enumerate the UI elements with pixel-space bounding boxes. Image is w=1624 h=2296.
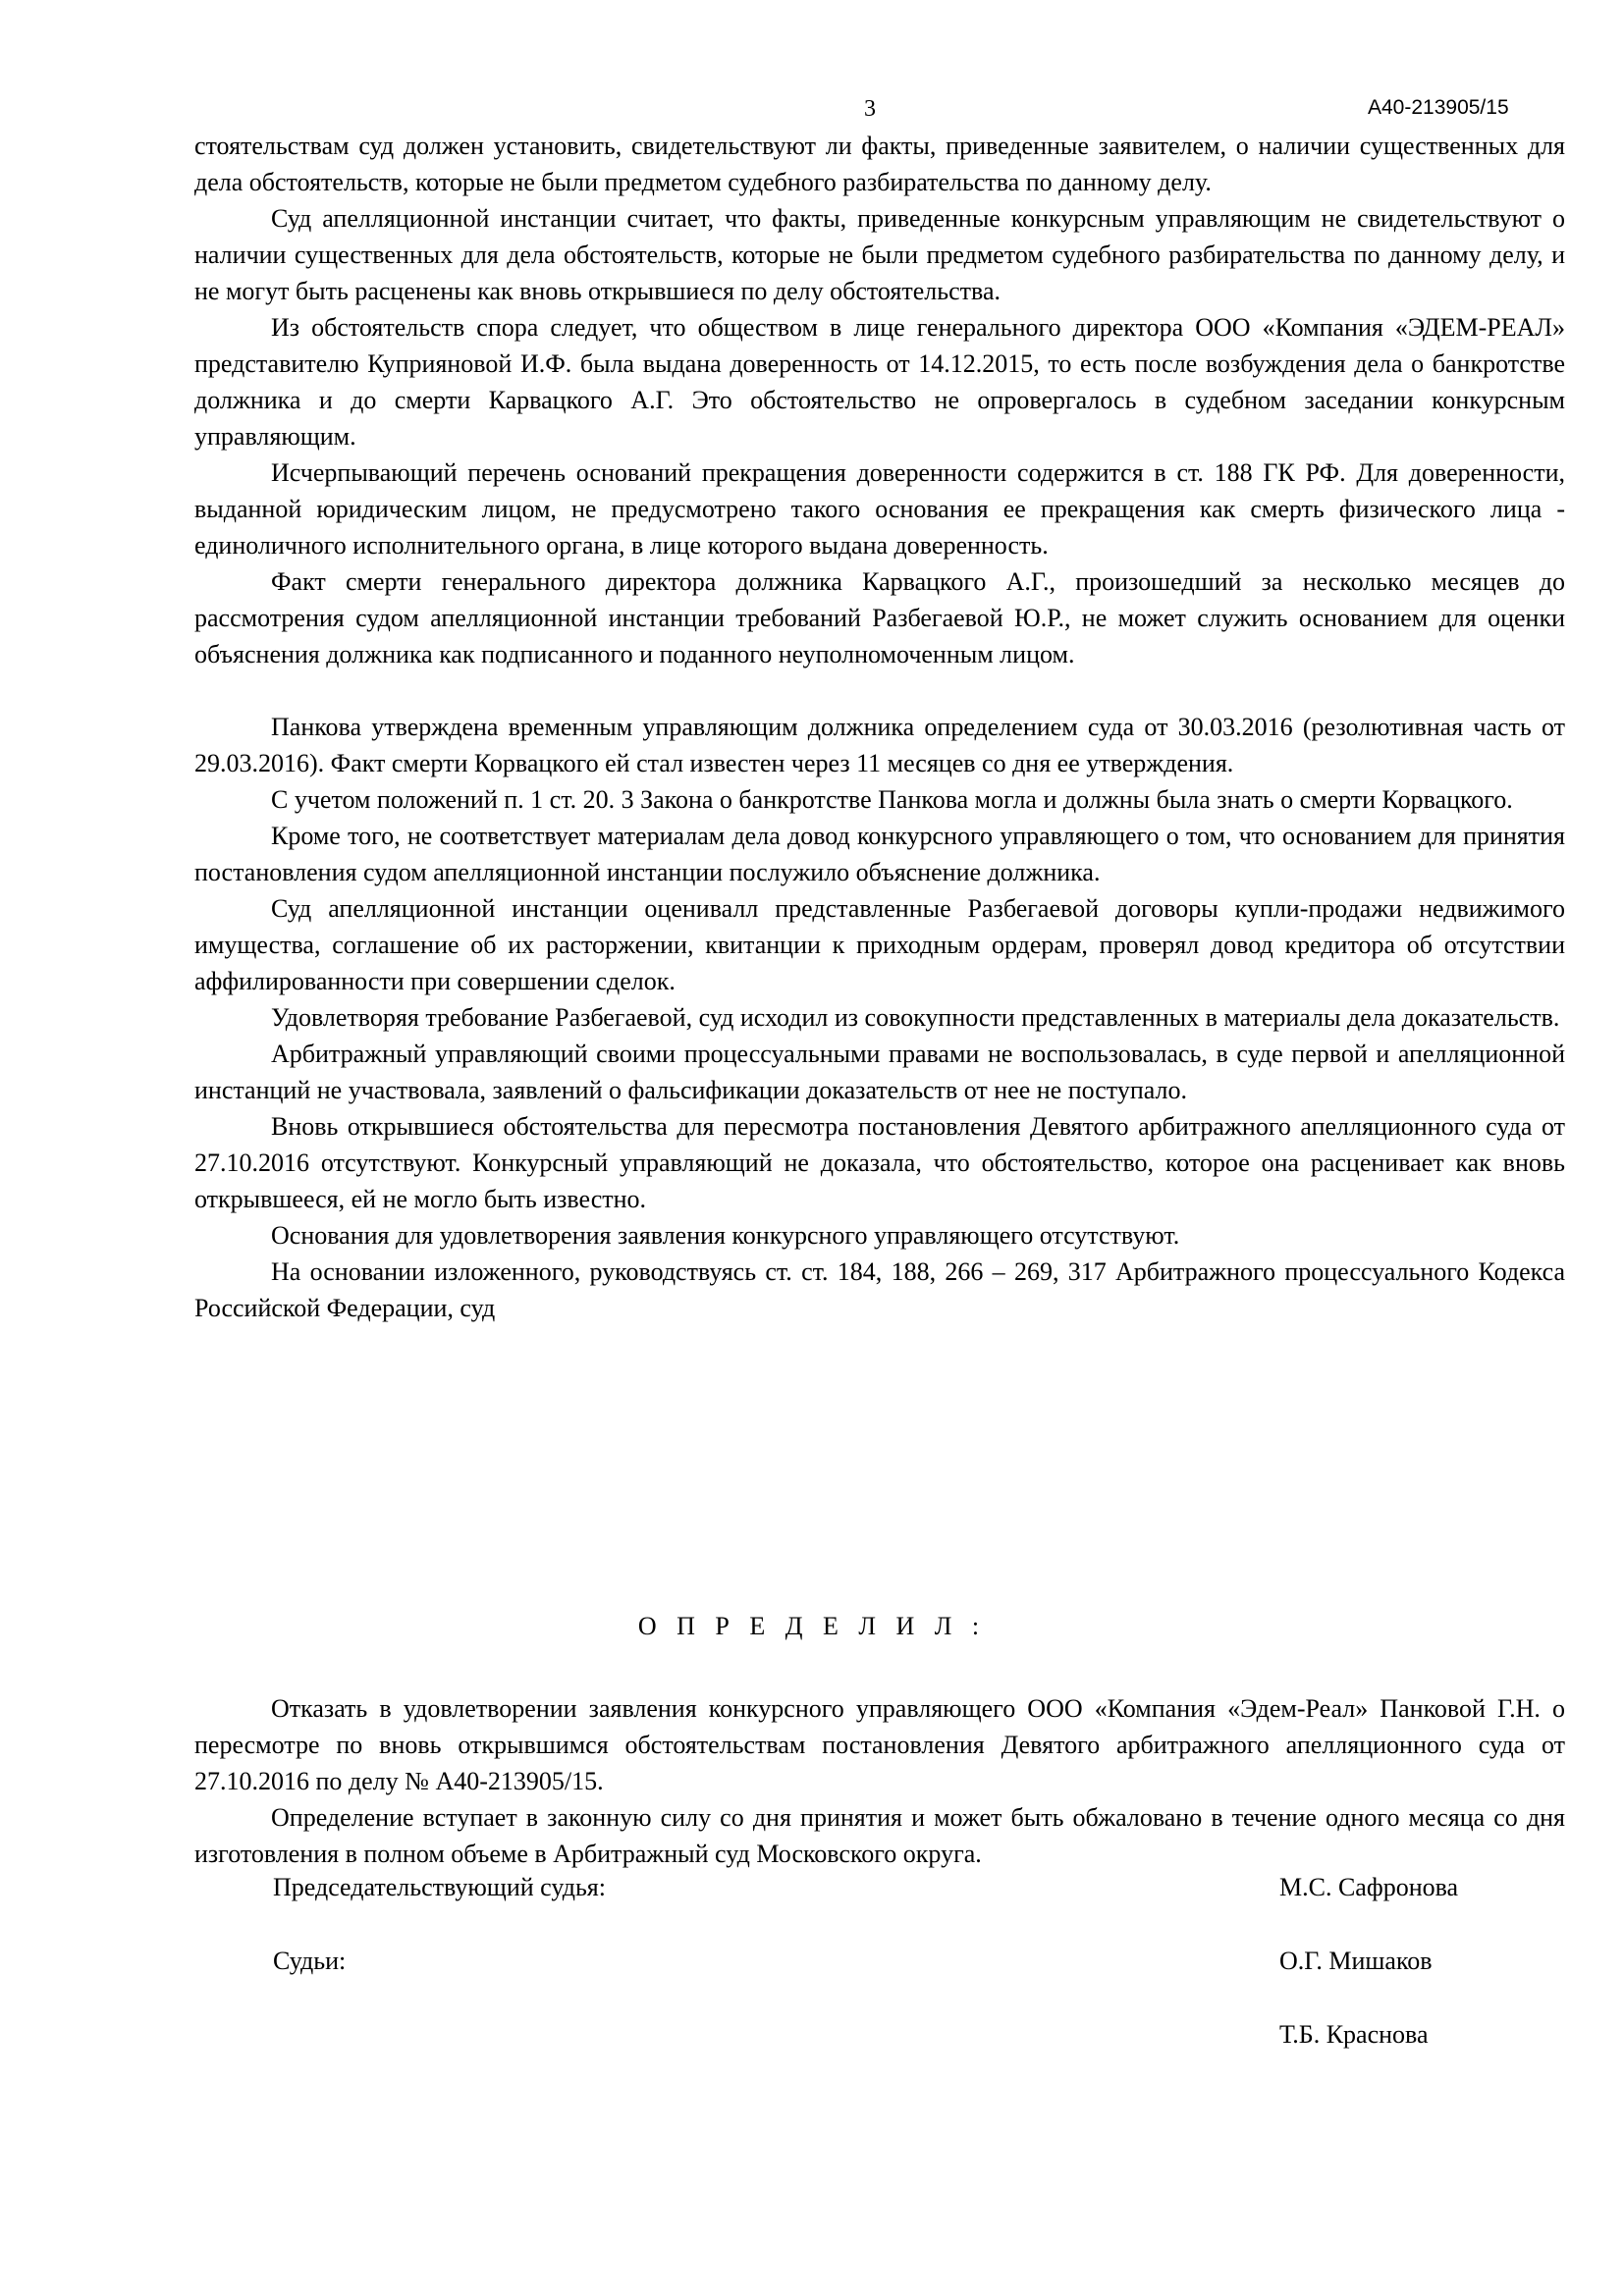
paragraph: стоятельствам суд должен установить, свидетельствуют ли факты, приведенные заявителем, о наличии существенных для дела обстоятельств, которые не были предметом судебного разбирательства по данному делу. bbox=[194, 132, 1565, 196]
paragraph: Основания для удовлетворения заявления конкурсного управляющего отсутствуют. bbox=[271, 1221, 1180, 1250]
document-body bbox=[194, 128, 1565, 1326]
judges-row bbox=[273, 1947, 1490, 1983]
presiding-judge-row bbox=[273, 1873, 1490, 1909]
decision-paragraph: Определение вступает в законную силу со дня принятия и может быть обжаловано в течение одного месяца со дня изготовления в полном объеме в Арбитражный суд Московского округа. bbox=[194, 1803, 1565, 1868]
judges-label: Судьи: bbox=[273, 1947, 347, 1975]
paragraph: Вновь открывшиеся обстоятельства для пересмотра постановления Девятого арбитражного апелляционного суда от 27.10.2016 отсутствуют. Конкурсный управляющий не доказала, что обстоятельство, которое она расценивает как вновь открывшееся, ей не могло быть известно. bbox=[194, 1112, 1565, 1213]
paragraph: Панкова утверждена временным управляющим должника определением суда от 30.03.2016 (резолютивная часть от 29.03.2016). Факт смерти Корвацкого ей стал известен через 11 месяцев со дня ее утверждения. bbox=[194, 713, 1565, 777]
presiding-judge-label: Председательствующий судья: bbox=[273, 1873, 606, 1901]
decision-section bbox=[194, 1690, 1565, 1872]
paragraph: С учетом положений п. 1 ст. 20. 3 Закона о банкротстве Панкова могла и должны была знать о смерти Корвацкого. bbox=[271, 785, 1513, 814]
paragraph: Суд апелляционной инстанции оценивалл представленные Разбегаевой договоры купли-продажи недвижимого имущества, соглашение об их расторжении, квитанции к приходным ордерам, проверял довод кредитора об отсутствии аффилированности при совершении сделок. bbox=[194, 894, 1565, 995]
paragraph: Арбитражный управляющий своими процессуальными правами не воспользовалась, в суде первой и апелляционной инстанций не участвовала, заявлений о фальсификации доказательств от нее не поступало. bbox=[194, 1040, 1565, 1104]
paragraph: На основании изложенного, руководствуясь ст. ст. 184, 188, 266 – 269, 317 Арбитражного процессуального Кодекса Российской Федерации, суд bbox=[194, 1257, 1565, 1322]
judge-row bbox=[273, 2020, 1490, 2056]
judge-name: О.Г. Мишаков bbox=[1279, 1947, 1433, 1975]
presiding-judge-name: М.С. Сафронова bbox=[1279, 1873, 1459, 1901]
case-number: А40-213905/15 bbox=[1368, 96, 1509, 119]
judge-name: Т.Б. Краснова bbox=[1279, 2020, 1429, 2049]
blank-line bbox=[194, 672, 1565, 709]
paragraph: Из обстоятельств спора следует, что обществом в лице генерального директора ООО «Компания «ЭДЕМ-РЕАЛ» представителю Куприяновой И.Ф. была выдана доверенность от 14.12.2015, то есть после возбуждения дела о банкротстве должника и до смерти Карвацкого А.Г. Это обстоятельство не опровергалось в судебном заседании конкурсным управляющим. bbox=[194, 313, 1565, 451]
paragraph: Факт смерти генерального директора должника Карвацкого А.Г., произошедший за несколько месяцев до рассмотрения судом апелляционной инстанции требований Разбегаевой Ю.Р., не может служить основанием для оценки объяснения должника как подписанного и поданного неуполномоченным лицом. bbox=[194, 567, 1565, 668]
paragraph: Кроме того, не соответствует материалам дела довод конкурсного управляющего о том, что основанием для принятия постановления судом апелляционной инстанции послужило объяснение должника. bbox=[194, 822, 1565, 886]
paragraph: Исчерпывающий перечень оснований прекращения доверенности содержится в ст. 188 ГК РФ. Для доверенности, выданной юридическим лицом, не предусмотрено такого основания ее прекращения как смерть физического лица - единоличного исполнительного органа, в лице которого выдана доверенность. bbox=[194, 458, 1565, 560]
paragraph: Суд апелляционной инстанции считает, что факты, приведенные конкурсным управляющим не свидетельствуют о наличии существенных для дела обстоятельств, которые не были предметом судебного разбирательства по данному делу, и не могут быть расценены как вновь открывшиеся по делу обстоятельства. bbox=[194, 204, 1565, 305]
paragraph: Удовлетворяя требование Разбегаевой, суд исходил из совокупности представленных в материалы дела доказательств. bbox=[271, 1003, 1560, 1032]
decree-heading: О П Р Е Д Е Л И Л : bbox=[637, 1612, 987, 1640]
decision-paragraph: Отказать в удовлетворении заявления конкурсного управляющего ООО «Компания «Эдем-Реал» Панковой Г.Н. о пересмотре по вновь открывшимся обстоятельствам постановления Девятого арбитражного апелляционного суда от 27.10.2016 по делу № А40-213905/15. bbox=[194, 1694, 1565, 1795]
page-number: 3 bbox=[864, 96, 876, 122]
